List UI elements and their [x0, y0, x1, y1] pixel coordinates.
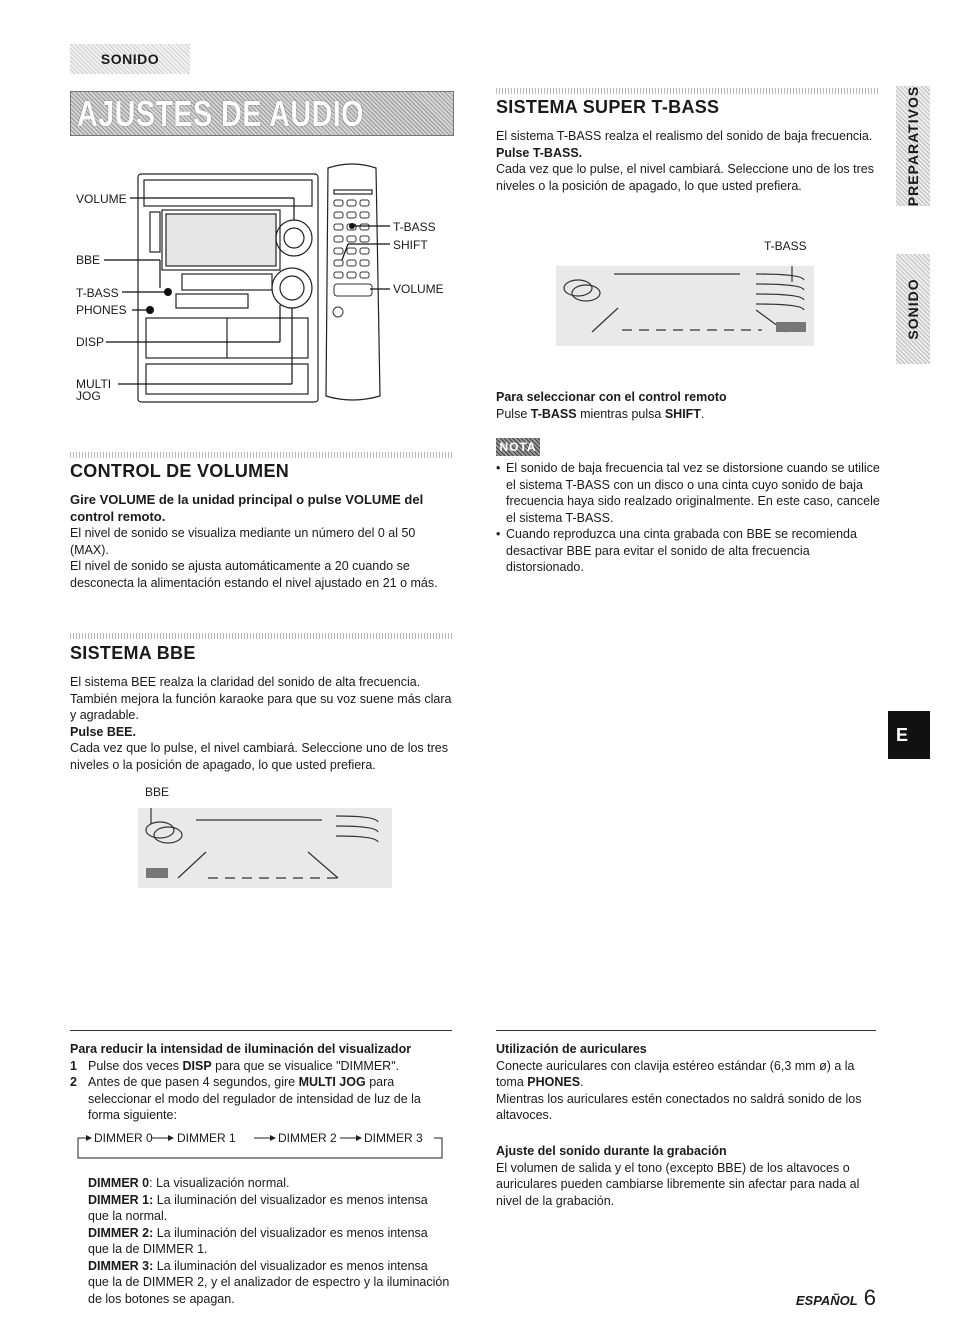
sep: : — [149, 1176, 153, 1190]
bbe-paragraph-1: El sistema BEE realza la claridad del sonido de alta frecuencia. También mejora la función karaoke para que su voz suene más clara y agradable. — [70, 675, 452, 722]
headphones-heading: Utilización de auriculares — [496, 1042, 647, 1056]
headphones-section — [496, 1041, 880, 1124]
bbe-figure-label: BBE — [145, 785, 170, 799]
list-item: • El sonido de baja frecuencia tal vez se distorsione cuando se utilice el sistema T-BASS con un disco o una cinta cuyo sonido de baja frecuencia haya sido realzado originalmente. En este caso, cancele el sistema T-BASS. — [496, 460, 880, 526]
divider — [496, 88, 878, 94]
nota-label: NOTA — [499, 440, 537, 454]
key-phones: PHONES — [527, 1075, 581, 1089]
key-disp: DISP — [182, 1058, 212, 1073]
text: Conecte auriculares con clavija estéreo estándar (6,3 mm ø) a la toma — [496, 1058, 855, 1089]
text: La iluminación del visualizador es menos intensa que la normal. — [88, 1192, 428, 1223]
label-disp: DISP — [76, 335, 105, 349]
section-title: SISTEMA SUPER T-BASS — [496, 97, 720, 117]
headphones-paragraph-2: Mientras los auriculares estén conectados no saldrá sonido de los altavoces. — [496, 1091, 862, 1122]
label-volume-remote: VOLUME — [393, 282, 444, 296]
label-shift: SHIFT — [393, 238, 428, 252]
list-item — [70, 1074, 454, 1124]
divider — [70, 452, 452, 458]
volume-paragraph-2: El nivel de sonido se ajusta automáticamente a 20 cuando se desconecta la alimentación estando el nivel ajustado en 21 o más. — [70, 559, 438, 590]
sep: : — [149, 1192, 154, 1207]
flow-step: DIMMER 1 — [177, 1131, 236, 1145]
label-volume: VOLUME — [76, 192, 127, 206]
nota-list — [496, 460, 880, 576]
dimmer-def — [88, 1192, 452, 1225]
side-tab-label: SONIDO — [905, 278, 921, 340]
sep: : — [149, 1225, 154, 1240]
tbass-remote-heading: Para seleccionar con el control remoto — [496, 390, 727, 404]
label-tbass: T-BASS — [76, 286, 119, 300]
label-jog: JOG — [76, 389, 101, 403]
banner-title: AJUSTES DE AUDIO — [77, 93, 364, 134]
recording-heading: Ajuste del sonido durante la grabación — [496, 1144, 727, 1158]
tbass-figure-label: T-BASS — [764, 239, 807, 253]
language-tab-label: E — [896, 724, 909, 745]
divider — [496, 1030, 876, 1031]
dimmer-heading: Para reducir la intensidad de iluminación del visualizador — [70, 1042, 412, 1056]
dimmer-def — [88, 1225, 452, 1258]
text: La iluminación del visualizador es menos intensa que la de DIMMER 2, y el analizador de espectro y la iluminación de los botones se apagan. — [88, 1258, 450, 1306]
side-tab-label: PREPARATIVOS — [905, 85, 921, 207]
side-tab-preparativos — [896, 86, 930, 206]
text: para seleccionar el modo del regulador de intensidad de luz de la forma siguiente: — [88, 1075, 421, 1122]
tbass-paragraph-2: Cada vez que lo pulse, el nivel cambiará. Seleccione uno de los tres niveles o la posición de apagado, lo que usted prefiera. — [496, 162, 874, 193]
tbass-remote-paragraph — [496, 406, 880, 423]
dimmer-definitions — [88, 1175, 452, 1307]
text: Antes de que pasen 4 segundos, gire — [88, 1075, 299, 1089]
key-tbass: T-BASS — [530, 406, 577, 421]
tbass-section — [496, 97, 880, 194]
tbass-remote-section — [496, 389, 880, 422]
section-tag — [70, 44, 190, 74]
bbe-display-figure — [138, 808, 392, 888]
language-tab — [888, 711, 930, 759]
step-number: 2 — [70, 1075, 77, 1089]
step-number: 1 — [70, 1058, 77, 1073]
tbass-subheading: Pulse T-BASS. — [496, 145, 583, 160]
recording-paragraph: El volumen de salida y el tono (excepto BBE) de los altavoces o auriculares pueden cambiarse libremente sin afectar para nada al nivel de la grabación. — [496, 1160, 860, 1208]
page-footer — [796, 1285, 876, 1311]
divider — [70, 1030, 452, 1031]
volume-lead: Gire VOLUME de la unidad principal o pulse VOLUME del control remoto. — [70, 492, 424, 524]
nota-section — [496, 460, 880, 576]
page-number: 6 — [863, 1285, 876, 1310]
headphones-paragraph-1 — [496, 1058, 880, 1091]
term: DIMMER 3 — [88, 1258, 150, 1273]
side-tab-sonido — [896, 254, 930, 364]
flow-step: DIMMER 2 — [278, 1131, 337, 1145]
term: DIMMER 0 — [88, 1176, 150, 1190]
section-tag-label: SONIDO — [100, 51, 160, 67]
label-tbass-remote: T-BASS — [393, 220, 436, 234]
bbe-subheading: Pulse BEE. — [70, 724, 136, 739]
key-multi-jog: MULTI JOG — [298, 1075, 366, 1089]
bbe-paragraph-2: Cada vez que lo pulse, el nivel cambiará. Seleccione uno de los tres niveles o la posición de apagado, lo que usted prefiera. — [70, 741, 448, 772]
page-banner — [70, 91, 454, 136]
dimmer-def — [88, 1175, 452, 1192]
list-item: • Cuando reproduzca una cinta grabada con BBE se recomienda desactivar BBE para evitar el sonido de alta frecuencia distorsionado. — [496, 526, 880, 576]
dimmer-def — [88, 1258, 452, 1308]
stereo-figure — [70, 160, 460, 410]
flow-step: DIMMER 0 — [94, 1131, 153, 1145]
text: . — [580, 1075, 584, 1089]
text: Pulse — [496, 406, 531, 421]
label-phones: PHONES — [76, 303, 127, 317]
tbass-paragraph-1: El sistema T-BASS realza el realismo del sonido de baja frecuencia. — [496, 129, 873, 143]
label-multi: MULTI — [76, 377, 112, 391]
bbe-section — [70, 643, 454, 773]
text: para que se visualice "DIMMER". — [211, 1058, 400, 1073]
dimmer-section — [70, 1041, 454, 1124]
key-shift: SHIFT — [664, 406, 701, 421]
text: . — [700, 406, 705, 421]
bbe-display-illustration — [138, 808, 392, 888]
term: DIMMER 1 — [88, 1192, 150, 1207]
volume-paragraph-1: El nivel de sonido se visualiza mediante un número del 0 al 50 (MAX). — [70, 526, 416, 557]
divider — [70, 633, 452, 639]
section-title: CONTROL DE VOLUMEN — [70, 461, 290, 481]
tbass-display-illustration — [556, 266, 814, 346]
tbass-display-figure — [556, 266, 814, 346]
sep: : — [149, 1258, 154, 1273]
text: La iluminación del visualizador es menos intensa que la de DIMMER 1. — [88, 1225, 428, 1256]
text: La visualización normal. — [152, 1176, 290, 1190]
list-item — [70, 1058, 454, 1075]
recording-section — [496, 1143, 880, 1209]
volume-section — [70, 461, 454, 591]
text: Pulse dos veces — [88, 1058, 183, 1073]
label-bbe: BBE — [76, 253, 101, 267]
flow-step: DIMMER 3 — [364, 1131, 423, 1145]
footer-language: ESPAÑOL — [795, 1293, 858, 1308]
text: mientras pulsa — [576, 406, 665, 421]
dimmer-flow — [74, 1128, 448, 1168]
section-title: SISTEMA BBE — [70, 643, 196, 663]
dimmer-steps — [70, 1058, 454, 1124]
term: DIMMER 2 — [88, 1225, 150, 1240]
nota-badge — [496, 438, 540, 456]
